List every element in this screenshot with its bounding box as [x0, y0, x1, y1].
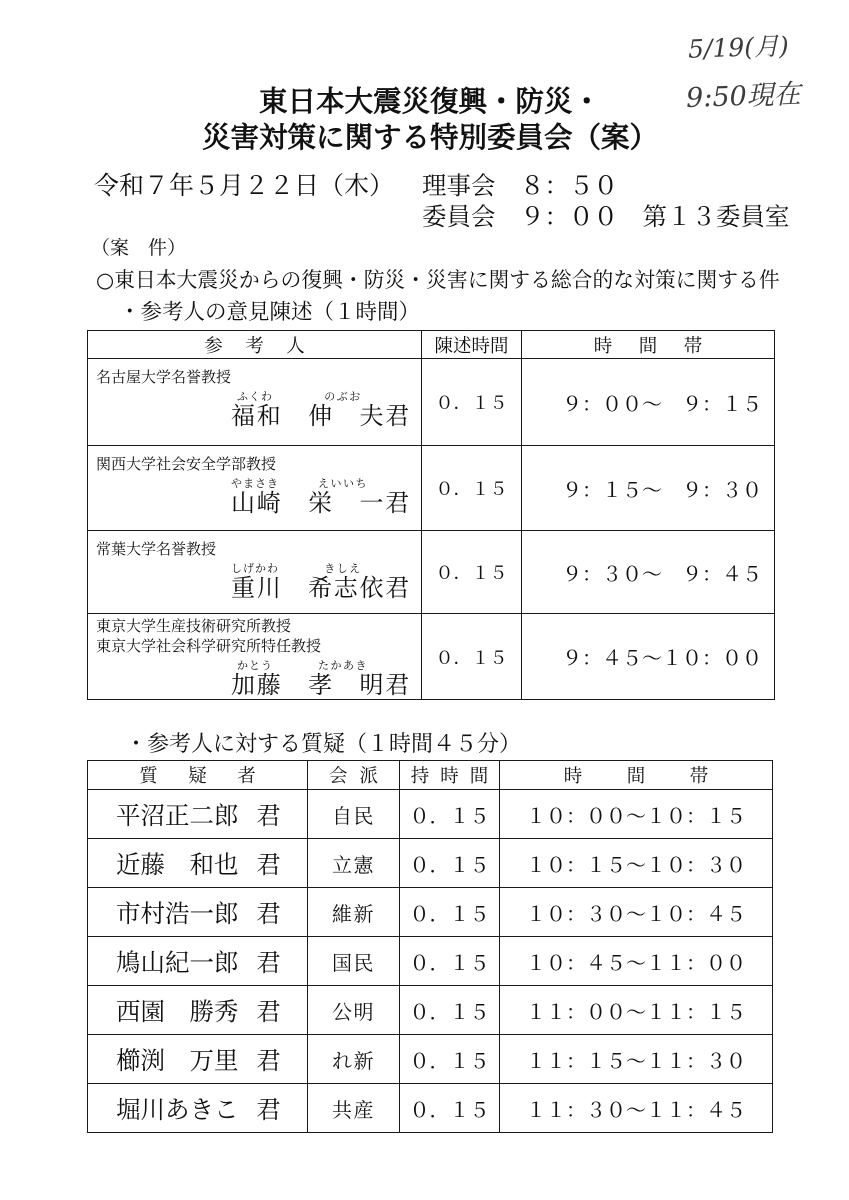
questioner-name: 鳩山紀一郎 君: [88, 937, 308, 985]
party-name: 自民: [308, 790, 400, 838]
allotted-time: ０．１５: [400, 839, 500, 887]
agenda-label: （案 件）: [91, 237, 187, 259]
party-name: 国民: [308, 937, 400, 985]
column-header-party: 会派: [308, 761, 400, 789]
name-reading-given: えいいち: [318, 477, 368, 490]
statement-duration: ０．１５: [422, 531, 522, 613]
table-row: [88, 358, 774, 445]
party-name: 共産: [308, 1084, 400, 1132]
table-row: [88, 1083, 772, 1132]
committee-meeting-line: [422, 201, 790, 233]
party-name: れ新: [308, 1035, 400, 1083]
time-slot: １１：３０～１１：４５: [526, 1097, 746, 1122]
name-reading: [96, 391, 421, 403]
time-slot: ９：１５～ ９：３０: [562, 477, 762, 502]
witness-cell: [88, 614, 422, 699]
table-row: [88, 613, 774, 699]
agenda-item: ○東日本大震災からの復興・防災・災害に関する総合的な対策に関する件: [96, 268, 780, 292]
witness-cell: [88, 359, 422, 445]
committee-meeting-time: 委員会 ９：００: [422, 202, 618, 231]
meeting-date: 令和７年５月２２日（木）: [94, 171, 395, 200]
witness-name: 山崎 栄 一君: [231, 489, 411, 517]
party-name: 立憲: [308, 839, 400, 887]
handwritten-time-note: 9:50現在: [685, 79, 802, 114]
questioner-name: 近藤 和也 君: [88, 839, 308, 887]
table-row: [88, 985, 772, 1034]
name-reading-given: のぶお: [324, 390, 362, 403]
time-slot: １０：４５～１１：００: [526, 950, 746, 975]
time-slot: １０：１５～１０：３０: [526, 852, 746, 877]
name-reading-given: たかあき: [318, 659, 368, 672]
questioner-name: 櫛渕 万里 君: [88, 1035, 308, 1083]
meeting-room: 第１３委員室: [642, 202, 790, 231]
questioner-name: 堀川あきこ 君: [88, 1084, 308, 1132]
witness-statement-heading: ・参考人の意見陳述（１時間）: [119, 300, 421, 325]
column-header-questioner: 質 疑 者: [88, 761, 308, 789]
table-row: [88, 838, 772, 887]
name-reading-family: しげかわ: [231, 562, 279, 575]
time-slot: ９：３０～ ９：４５: [562, 561, 762, 586]
column-header-time-slot: 時 間 帯: [563, 766, 722, 787]
party-name: 公明: [308, 986, 400, 1034]
table-row: [88, 936, 772, 985]
witness-affiliation: 関西大学社会安全学部教授: [96, 455, 277, 473]
name-reading-given: きしえ: [324, 562, 362, 575]
name-reading-family: やまさき: [231, 477, 279, 490]
table-header-row: [88, 761, 772, 789]
time-slot: ９：００～ ９：１５: [562, 391, 762, 416]
table-row: [88, 789, 772, 838]
party-name: 維新: [308, 888, 400, 936]
questioning-heading: ・参考人に対する質疑（１時間４５分）: [125, 732, 522, 757]
table-header-row: [88, 331, 774, 358]
statement-duration: ０．１５: [422, 359, 522, 445]
allotted-time: ０．１５: [400, 986, 500, 1034]
name-reading: [96, 563, 421, 575]
witness-affiliation: 東京大学社会科学研究所特任教授: [96, 637, 322, 655]
witness-statement-table: [87, 330, 775, 700]
column-header-witness: 参 考 人: [88, 331, 422, 358]
statement-duration: ０．１５: [422, 614, 522, 699]
table-row: [88, 530, 774, 613]
questioner-name: 西園 勝秀 君: [88, 986, 308, 1034]
handwritten-date-note: 5/19(月): [687, 31, 790, 64]
name-reading: [96, 478, 421, 490]
title-line-2: 災害対策に関する特別委員会（案）: [201, 121, 658, 154]
questioner-name: 平沼正二郎 君: [88, 790, 308, 838]
witness-affiliation: 常葉大学名誉教授: [96, 540, 217, 558]
questioning-table: [87, 760, 773, 1133]
time-slot: １１：００～１１：１５: [526, 999, 746, 1024]
witness-name: 福和 伸 夫君: [231, 402, 411, 430]
title-line-1: 東日本大震災復興・防災・: [258, 85, 601, 118]
column-header-statement-time: 陳述時間: [422, 331, 522, 358]
document-title: [30, 84, 830, 156]
time-slot: １１：１５～１１：３０: [526, 1048, 746, 1073]
time-slot: １０：００～１０：１５: [526, 803, 746, 828]
allotted-time: ０．１５: [400, 790, 500, 838]
column-header-time-slot: 時 間 帯: [593, 335, 707, 357]
table-row: [88, 887, 772, 936]
allotted-time: ０．１５: [400, 888, 500, 936]
table-row: [88, 1034, 772, 1083]
name-reading-family: かとう: [237, 659, 273, 672]
witness-affiliation: 東京大学生産技術研究所教授: [96, 617, 292, 635]
questioner-name: 市村浩一郎 君: [88, 888, 308, 936]
table-row: [88, 445, 774, 530]
witness-name: 重川 希志依君: [231, 574, 411, 602]
witness-cell: [88, 531, 422, 613]
time-slot: ９：４５～１０：００: [562, 646, 762, 670]
witness-affiliation: 名古屋大学名誉教授: [96, 368, 232, 386]
witness-name: 加藤 孝 明君: [231, 671, 411, 699]
allotted-time: ０．１５: [400, 937, 500, 985]
column-header-allotted-time: 持時間: [400, 761, 500, 789]
board-meeting-time: 理事会 ８：５０: [422, 171, 618, 200]
time-slot: １０：３０～１０：４５: [526, 901, 746, 926]
allotted-time: ０．１５: [400, 1035, 500, 1083]
name-reading-family: ふくわ: [237, 390, 273, 403]
allotted-time: ０．１５: [400, 1084, 500, 1132]
name-reading: [96, 660, 421, 672]
statement-duration: ０．１５: [422, 446, 522, 530]
witness-cell: [88, 446, 422, 530]
